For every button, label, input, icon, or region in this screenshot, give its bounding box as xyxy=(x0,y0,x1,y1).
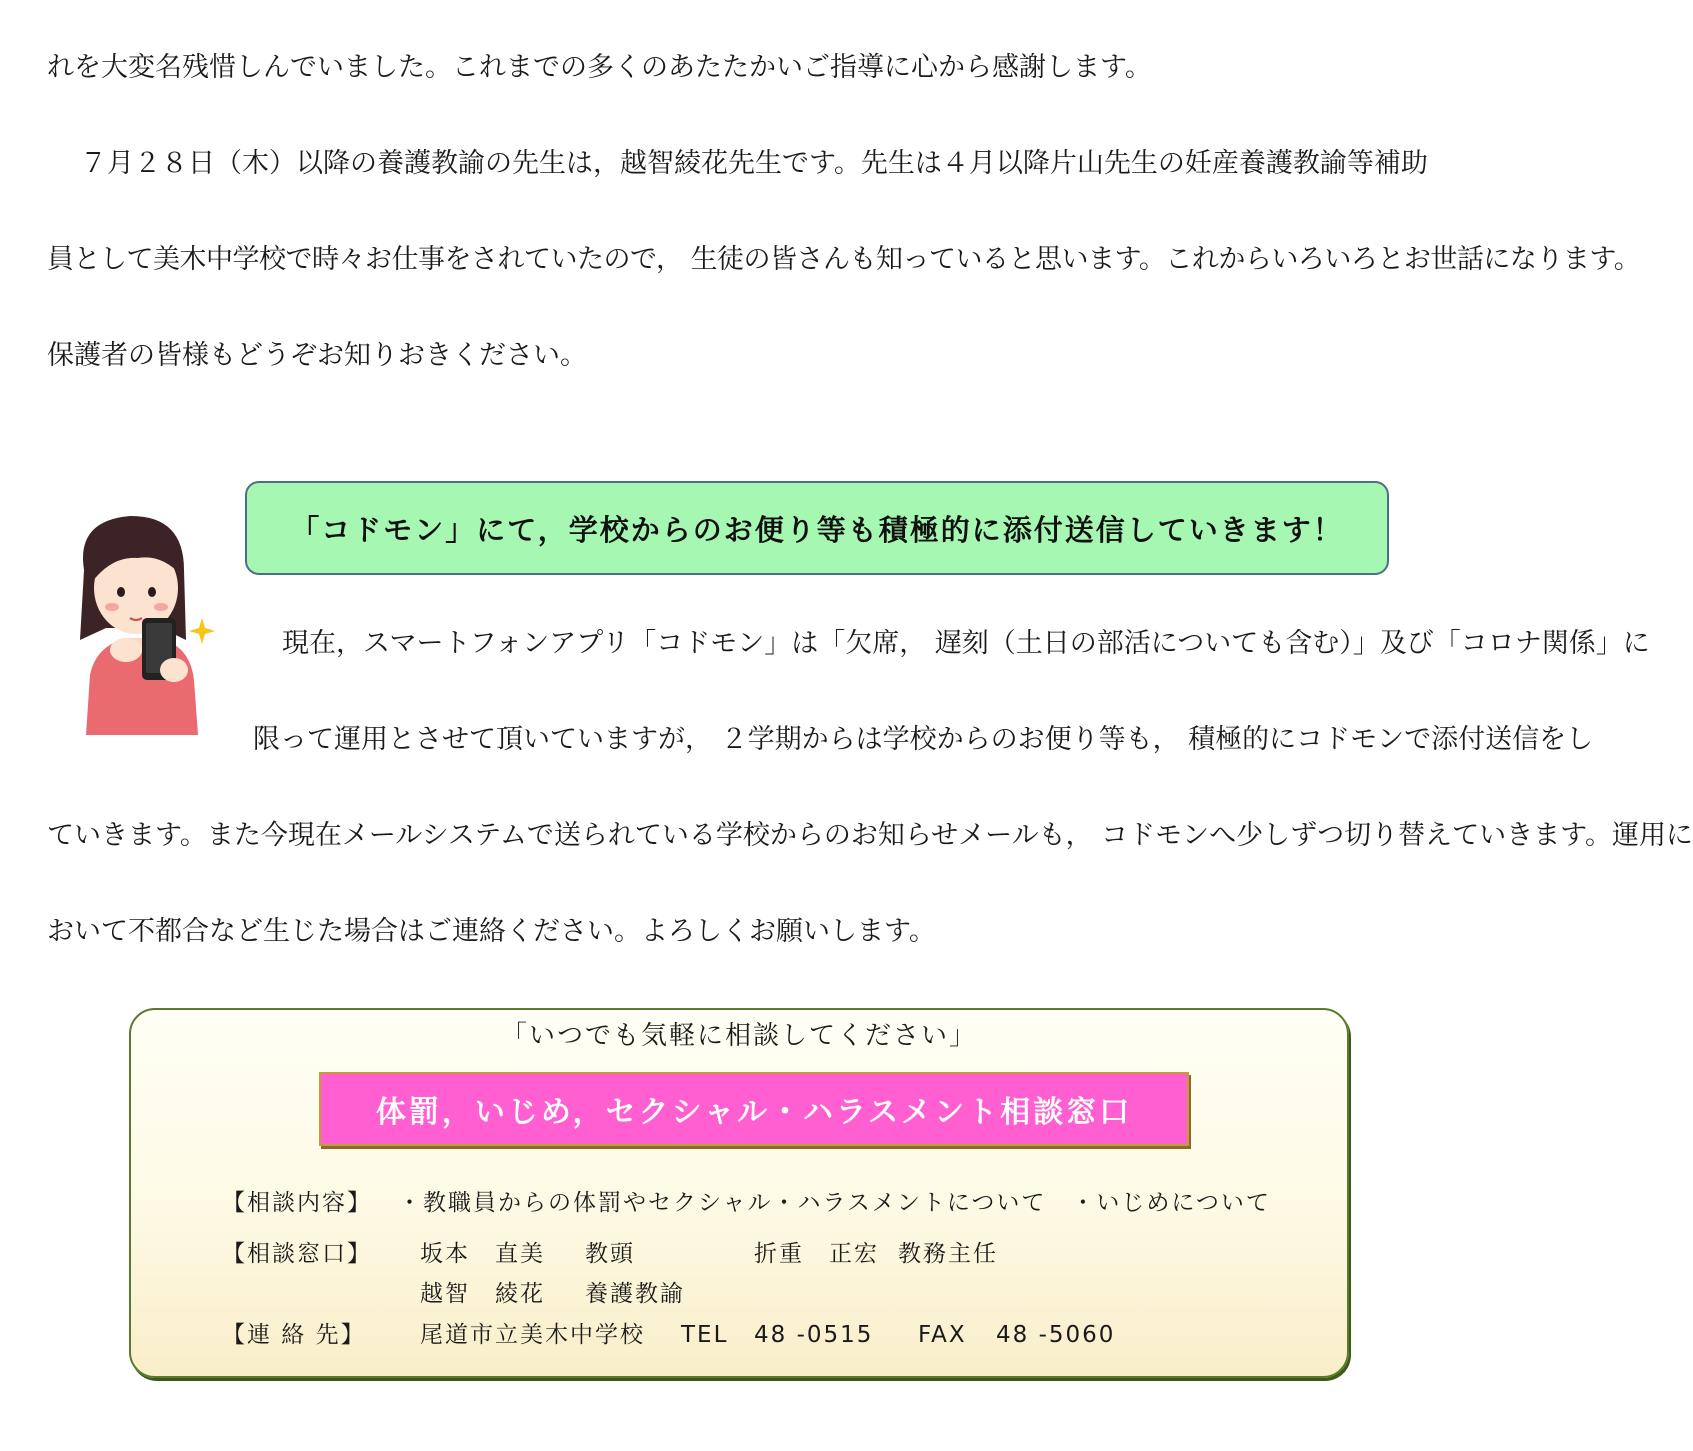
kodomon-banner xyxy=(245,481,1389,575)
staff-role: 教務主任 xyxy=(898,1241,998,1267)
staff-role: 養護教諭 xyxy=(585,1281,685,1307)
consultation-subtitle: 「いつでも気軽に相談してください」 xyxy=(500,1021,977,1051)
contact-label: 【連 絡 先】 xyxy=(222,1322,366,1348)
paragraph-line: れを大変名残惜しんでいました。これまでの多くのあたたかいご指導に心から感謝します。 xyxy=(47,52,1152,83)
fax-label: FAX xyxy=(918,1322,967,1348)
staff-role: 教頭 xyxy=(585,1241,635,1267)
paragraph-line: 限って運用とさせて頂いていますが， ２学期からは学校からのお便り等も， 積極的にコドモンで添付送信をし xyxy=(253,724,1594,755)
tel-number: 48 -0515 xyxy=(754,1322,874,1348)
tel-label: TEL xyxy=(681,1322,729,1348)
consultation-title: 体罰，いじめ，セクシャル・ハラスメント相談窓口 xyxy=(375,1095,1133,1130)
staff-name: 折重 正宏 xyxy=(754,1241,879,1267)
window-label: 【相談窓口】 xyxy=(222,1241,372,1267)
paragraph-line: 現在，スマートフォンアプリ「コドモン」は「欠席， 遅刻（土日の部活についても含む）」及び「コロナ関係」に xyxy=(282,628,1650,659)
paragraph-line: おいて不都合など生じた場合はご連絡ください。よろしくお願いします。 xyxy=(47,916,936,947)
fax-number: 48 -5060 xyxy=(996,1322,1116,1348)
consultation-title-banner xyxy=(319,1072,1189,1146)
sparkle-icon xyxy=(189,618,215,644)
paragraph-line: 保護者の皆様もどうぞお知りおきください。 xyxy=(47,340,587,371)
paragraph-line: ていきます。また今現在メールシステムで送られている学校からのお知らせメールも， コドモンへ少しずつ切り替えていきます。運用に xyxy=(47,820,1693,851)
content-value: ・教職員からの体罰やセクシャル・ハラスメントについて ・いじめについて xyxy=(398,1190,1271,1216)
staff-name: 越智 綾花 xyxy=(420,1281,545,1307)
paragraph-line: ７月２８日（木）以降の養護教諭の先生は，越智綾花先生です。先生は４月以降片山先生の妊産養護教諭等補助 xyxy=(80,148,1428,179)
school-name: 尾道市立美木中学校 xyxy=(420,1322,645,1348)
staff-name: 坂本 直美 xyxy=(420,1241,545,1267)
content-label: 【相談内容】 xyxy=(222,1190,372,1216)
paragraph-line: 員として美木中学校で時々お仕事をされていたので， 生徒の皆さんも知っていると思います。これからいろいろとお世話になります。 xyxy=(47,244,1641,275)
girl-with-smartphone-icon xyxy=(66,510,226,735)
banner-text: 「コドモン」にて，学校からのお便り等も積極的に添付送信していきます！ xyxy=(290,512,1344,547)
